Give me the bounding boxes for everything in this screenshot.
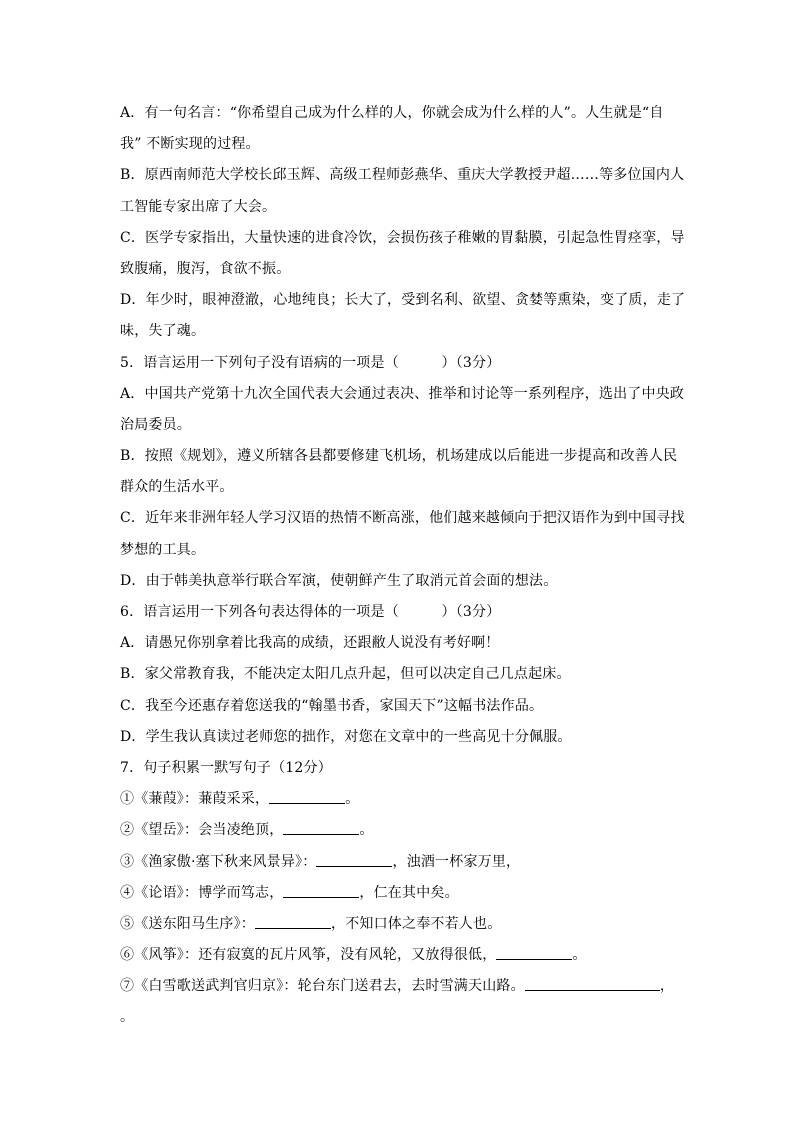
q6-option-a: A．请愚兄你别拿着比我高的成绩，还跟敝人说没有考好啊！ [120,635,500,652]
q6-option-b: B．家父常教育我，不能决定太阳几点升起，但可以决定自己几点起床。 [120,666,571,683]
option-c-line-1: C．医学专家指出，大量快速的进食冷饮，会损伤孩子稚嫩的胃黏膜，引起急性胃痉挛，导 [120,229,685,246]
option-a-line-2: 我” 不断实现的过程。 [120,136,260,153]
option-b-line-2: 工智能专家出席了大会。 [120,198,277,215]
option-c-line-2: 致腹痛，腹泻，食欲不振。 [120,260,291,277]
fill-item-3 [120,847,680,878]
question-7-title: 7．句子积累一默写句子（12分） [120,759,332,776]
fill-item-2-after: 。 [359,822,374,839]
q5-option-b-line-1: B．按照《规划》，遵义所辖各县都要修建飞机场，机场建成以后能进一步提高和改善人民 [120,448,678,465]
fill-item-5 [120,909,680,940]
fill-blank[interactable] [525,976,660,991]
fill-item-1-after: 。 [345,791,360,808]
option-d-line-1: D．年少时，眼神澄澈，心地纯良；长大了，受到名利、欲望、贪婪等熏染，变了质，走了 [120,292,686,309]
q5-option-b-line-2: 群众的生活水平。 [120,479,234,496]
fill-item-2 [120,815,680,846]
option-b-line-1: B．原西南师范大学校长邱玉辉、高级工程师彭燕华、重庆大学教授尹超……等多位国内人 [120,167,685,184]
q5-option-a-line-1: A．中国共产党第十九次全国代表大会通过表决、推举和讨论等一系列程序，选出了中央政 [120,385,685,402]
fill-blank[interactable] [496,945,572,960]
fill-item-6 [120,940,680,971]
fill-item-4 [120,878,680,909]
fill-blank[interactable] [283,820,359,835]
fill-item-1-before: ①《蒹葭》：蒹葭采采， [120,791,270,808]
option-a-line-1: A．有一句名言：“你希望自己成为什么样的人，你就会成为什么样的人”。人生就是“自 [120,105,664,121]
trailing-line: 。 [120,1009,135,1026]
fill-blank[interactable] [269,789,345,804]
fill-item-7-before: ⑦《白雪歌送武判官归京》：轮台东门送君去，去时雪满天山路。 [120,978,525,995]
fill-item-5-before: ⑤《送东阳马生序》： [120,915,255,932]
fill-item-7-after: ， [659,978,675,995]
question-6-title: 6．语言运用一下列各句表达得体的一项是（ ）（3分） [120,604,501,620]
fill-item-3-after: ，浊酒一杯家万里， [392,853,521,870]
question-5-title: 5．语言运用一下列句子没有语病的一项是（ ）（3分） [120,354,501,371]
fill-item-3-before: ③《渔家傲·塞下秋来风景异》： [120,853,317,870]
fill-item-2-before: ②《望岳》：会当凌绝顶， [120,822,284,839]
q6-option-d: D．学生我认真读过老师您的拙作，对您在文章中的一些高见十分佩服。 [120,728,572,745]
option-d-line-2: 味，失了魂。 [120,323,206,340]
q5-option-d: D．由于韩美执意举行联合军演，使朝鲜产生了取消元首会面的想法。 [120,572,558,589]
fill-blank[interactable] [255,914,331,929]
fill-item-6-after: 。 [572,947,587,964]
fill-item-1 [120,784,680,815]
exam-page [120,98,686,1034]
q5-option-a-line-2: 治局委员。 [120,416,191,433]
q5-option-c-line-1: C．近年来非洲年轻人学习汉语的热情不断高涨，他们越来越倾向于把汉语作为到中国寻找 [120,510,685,527]
fill-item-5-after: ，不知口体之奉不若人也。 [331,915,502,932]
fill-blank[interactable] [316,852,392,867]
fill-item-6-before: ⑥《风筝》：还有寂寞的瓦片风筝，没有风轮，又放得很低， [120,947,497,964]
q5-option-c-line-2: 梦想的工具。 [120,541,206,558]
fill-item-7 [120,971,680,1002]
fill-item-4-after: ，仁在其中矣。 [359,884,459,901]
fill-item-4-before: ④《论语》：博学而笃志， [120,884,284,901]
q6-option-c: C．我至今还惠存着您送我的“翰墨书香，家国天下”这幅书法作品。 [120,697,544,714]
fill-blank[interactable] [283,883,359,898]
